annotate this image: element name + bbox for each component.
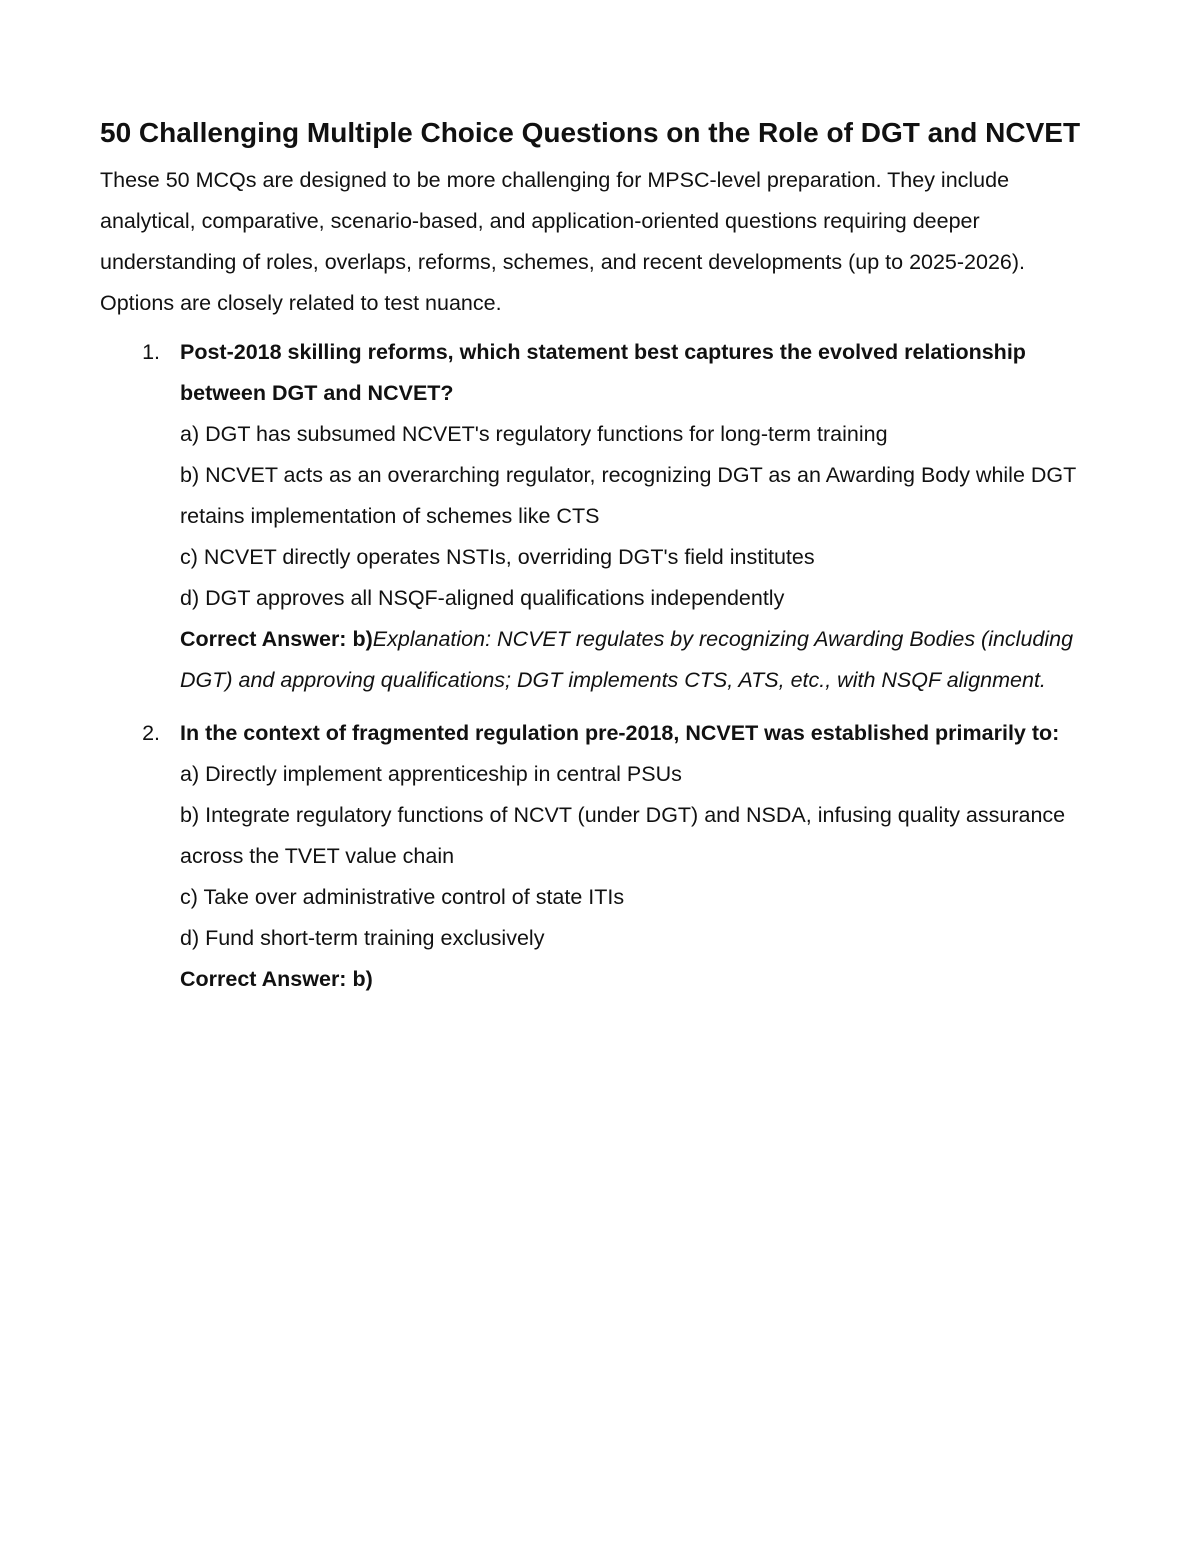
option-b: b) Integrate regulatory functions of NCVT (under DGT) and NSDA, infusing quality assurance across the TVET value chain <box>180 803 1066 868</box>
correct-answer-label: Correct Answer: b) <box>180 627 373 651</box>
answer-explanation: Explanation: NCVET regulates by recognizing Awarding Bodies (including DGT) and approving qualifications; DGT implements CTS, ATS, etc., with NSQF alignment. <box>180 627 1074 692</box>
correct-answer-label: Correct Answer: b) <box>180 967 373 991</box>
option-c: c) NCVET directly operates NSTIs, overriding DGT's field institutes <box>180 545 815 569</box>
option-d: d) Fund short-term training exclusively <box>180 926 545 950</box>
option-d: d) DGT approves all NSQF-aligned qualifications independently <box>180 586 785 610</box>
option-a: a) DGT has subsumed NCVET's regulatory functions for long-term training <box>180 422 888 446</box>
document-body <box>100 112 1095 1012</box>
answer-line <box>180 619 1095 701</box>
question-list <box>100 332 1095 1000</box>
question-item-1 <box>100 332 1095 701</box>
answer-line <box>180 959 1095 1000</box>
option-a: a) Directly implement apprenticeship in central PSUs <box>180 762 682 786</box>
intro-paragraph: These 50 MCQs are designed to be more challenging for MPSC-level preparation. They include analytical, comparative, scenario-based, and application-oriented questions requiring deeper understanding of roles, overlaps, reforms, schemes, and recent developments (up to 2025-2026). Options are closely related to test nuance. <box>100 168 1026 315</box>
question-number: 2. <box>142 721 160 745</box>
question-item-2 <box>100 713 1095 1000</box>
option-c: c) Take over administrative control of state ITIs <box>180 885 625 909</box>
question-number: 1. <box>142 340 160 364</box>
page-title: 50 Challenging Multiple Choice Questions on the Role of DGT and NCVET <box>100 117 1081 148</box>
option-b: b) NCVET acts as an overarching regulator, recognizing DGT as an Awarding Body while DGT retains implementation of schemes like CTS <box>180 463 1076 528</box>
question-text: Post-2018 skilling reforms, which statement best captures the evolved relationship between DGT and NCVET? <box>180 340 1026 405</box>
question-text: In the context of fragmented regulation pre-2018, NCVET was established primarily to: <box>180 721 1060 745</box>
